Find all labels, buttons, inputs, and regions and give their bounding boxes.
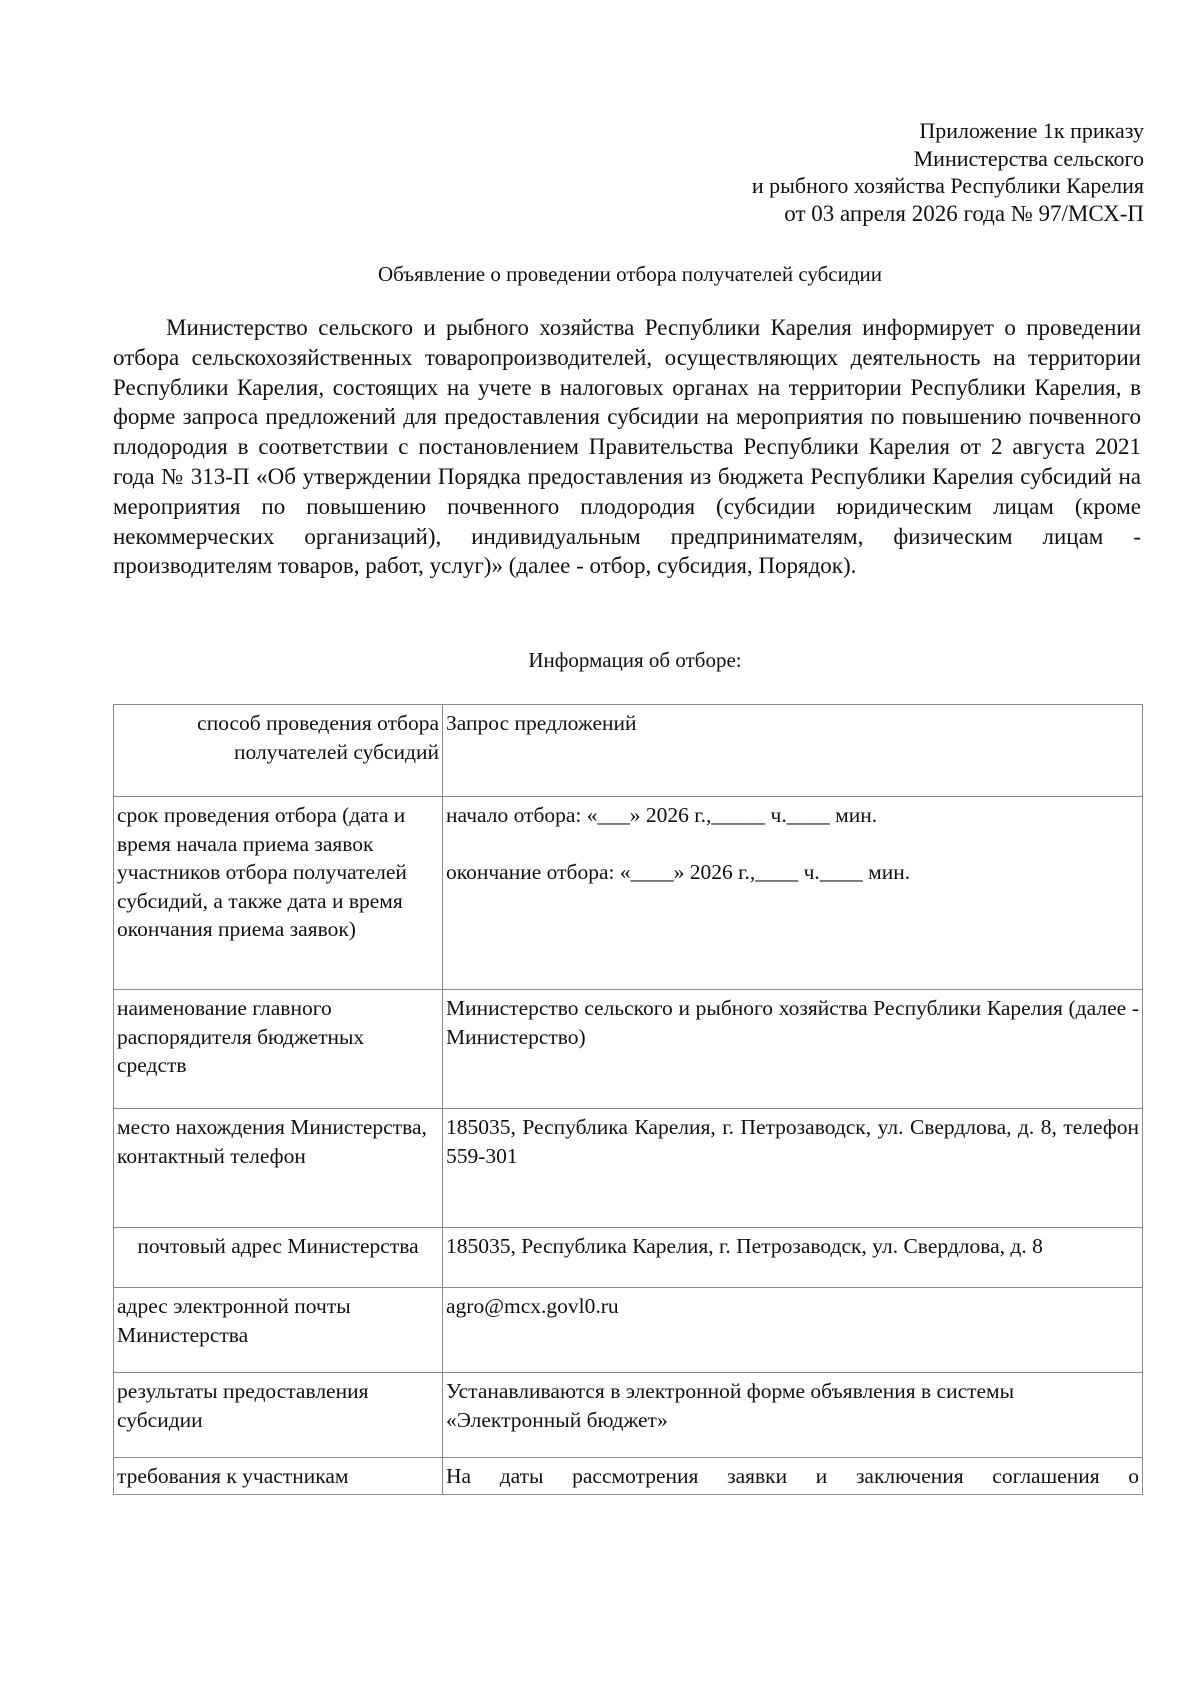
header-line-1: Приложение 1к приказу — [919, 118, 1144, 143]
email-label: адрес электронной почты Министерства — [114, 1288, 443, 1373]
header-line-4: от 03 апреля 2026 года № 97/МСХ-П — [784, 200, 1144, 226]
ministry-location-label: место нахождения Министерства, контактный телефон — [114, 1109, 443, 1228]
table-row — [114, 797, 1143, 990]
postal-address-value: 185035, Республика Карелия, г. Петрозаводск, ул. Свердлова, д. 8 — [443, 1228, 1143, 1288]
budget-manager-label: наименование главного распорядителя бюджетных средств — [114, 990, 443, 1109]
selection-method-value: Запрос предложений — [443, 705, 1143, 797]
selection-period-value — [443, 797, 1143, 990]
table-row — [114, 1228, 1143, 1288]
selection-end: окончание отбора: «____» 2026 г.,____ ч.____ мин. — [446, 859, 911, 884]
participant-requirements-label: требования к участникам — [114, 1458, 443, 1495]
header-line-3: и рыбного хозяйства Республики Карелия — [751, 173, 1144, 198]
header-line-2: Министерства сельского — [913, 145, 1144, 171]
selection-info-heading: Информация об отборе: — [528, 648, 742, 672]
selection-start: начало отбора: «___» 2026 г.,_____ ч.____ мин. — [446, 803, 878, 827]
selection-info-table — [113, 704, 1143, 1495]
order-annex-header — [584, 117, 1144, 227]
table-row — [114, 1288, 1143, 1373]
table-row — [114, 1458, 1143, 1495]
selection-method-label: способ проведения отбора получателей субсидий — [114, 705, 443, 797]
participant-requirements-value: На даты рассмотрения заявки и заключения соглашения о — [443, 1458, 1143, 1495]
table-row — [114, 990, 1143, 1109]
table-row — [114, 1109, 1143, 1228]
announcement-title: Объявление о проведении отбора получателей субсидии — [377, 262, 883, 286]
postal-address-label: почтовый адрес Министерства — [114, 1228, 443, 1288]
subsidy-results-value: Устанавливаются в электронной форме объявления в системы «Электронный бюджет» — [443, 1373, 1143, 1458]
ministry-location-value: 185035, Республика Карелия, г. Петрозаводск, ул. Свердлова, д. 8, телефон 559-301 — [443, 1109, 1143, 1228]
email-value: agro@mcx.govl0.ru — [443, 1288, 1143, 1373]
budget-manager-value: Министерство сельского и рыбного хозяйства Республики Карелия (далее - Министерство) — [443, 990, 1143, 1109]
subsidy-results-label: результаты предоставления субсидии — [114, 1373, 443, 1458]
intro-paragraph: Министерство сельского и рыбного хозяйства Республики Карелия информирует о проведении отбора сельскохозяйственных товаропроизводителей, осуществляющих деятельность на территории Республики Карелия, состоящих на учете в налоговых органах на территории Республики Карелия, в форме запроса предложений для предоставления субсидии на мероприятия по повышению почвенного плодородия в соответствии с постановлением Правительства Республики Карелия от 2 августа 2021 года № 313-П «Об утверждении Порядка предоставления из бюджета Республики Карелия субсидий на мероприятия по повышению почвенного плодородия (субсидии юридическим лицам (кроме некоммерческих организаций), индивидуальным предпринимателям, физическим лицам - производителям товаров, работ, услуг)» (далее - отбор, субсидия, Порядок). — [113, 315, 1141, 579]
selection-period-label: срок проведения отбора (дата и время начала приема заявок участников отбора получателей субсидий, а также дата и время окончания приема заявок) — [114, 797, 443, 990]
table-row — [114, 1373, 1143, 1458]
table-row — [114, 705, 1143, 797]
